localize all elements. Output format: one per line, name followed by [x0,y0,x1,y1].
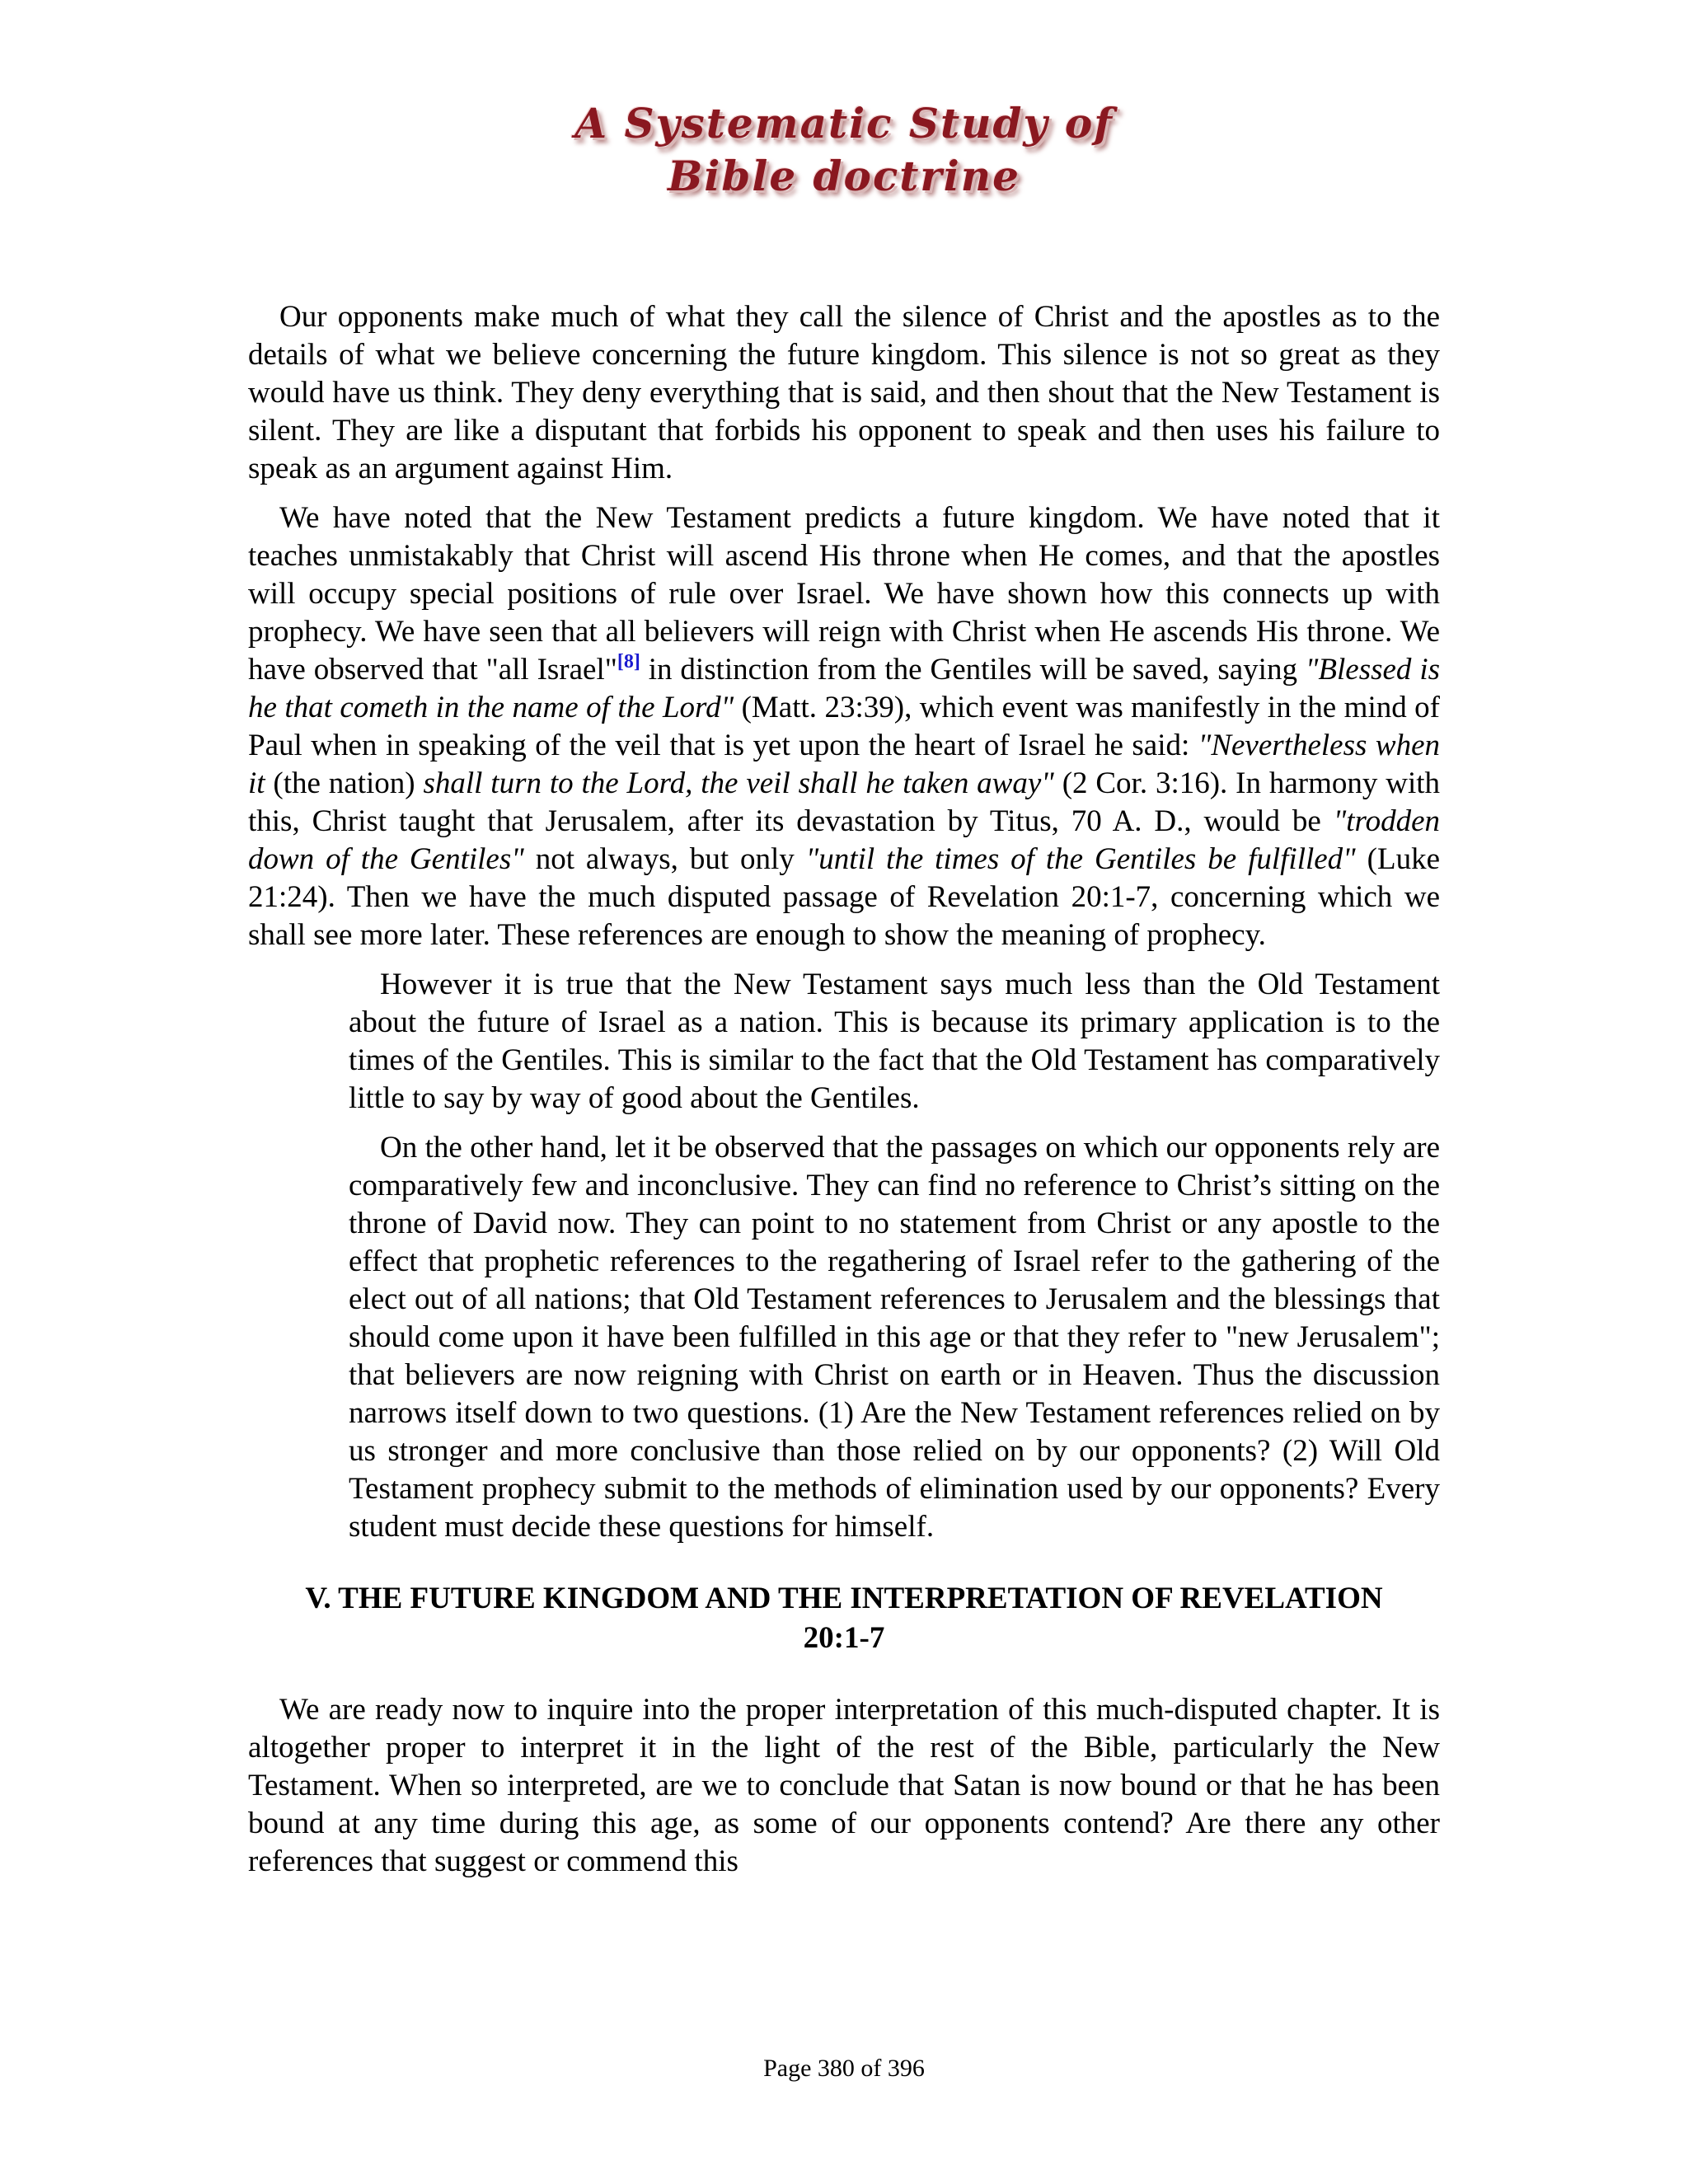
banner-title-line-1: A Systematic Study of [574,99,1114,148]
scripture-quote: "until the times of the Gentiles be fulfilled" [805,842,1356,876]
paragraph-text: (Matt. 23:39), which event was manifestly in the mind of Paul when in speaking of the veil that is yet upon the heart of Israel he said: [248,691,1440,762]
banner-title-line-2: Bible doctrine [668,152,1020,200]
section-heading-line-1: V. THE FUTURE KINGDOM AND THE INTERPRETATION OF REVELATION [305,1582,1383,1615]
footnote-link[interactable]: [8] [617,651,640,673]
section-heading [248,1579,1440,1658]
scripture-quote: shall turn to the Lord, the veil shall he taken away" [423,766,1054,800]
scripture-quote: "Nevertheless when it [248,729,1440,800]
paragraph-text: (2 Cor. 3:16). In harmony with this, Christ taught that Jerusalem, after its devastation by Titus, 70 A. D., would be [248,766,1440,838]
scripture-quote: "Blessed is he that cometh in the name of the Lord" [248,653,1440,724]
paragraph-silence-argument: Our opponents make much of what they call the silence of Christ and the apostles as to the details of what we believe concerning the future kingdom. This silence is not so great as they would have us think. They deny everything that is said, and then shout that the New Testament is silent. They are like a disputant that forbids his opponent to speak and then uses his failure to speak as an argument against Him. [248,300,1440,485]
title-banner [0,97,1688,203]
paragraph-old-testament-comparison: However it is true that the New Testament says much less than the Old Testament about the future of Israel as a nation. This is because its primary application is to the times of the Gentiles. This is similar to the fact that the Old Testament has comparatively little to say by way of good about the Gentiles. [349,968,1440,1115]
document-body [248,298,1440,1892]
paragraph-text: We have noted that the New Testament predicts a future kingdom. We have noted that it teaches unmistakably that Christ will ascend His throne when He comes, and that the apostles will occupy special positions of rule over Israel. We have shown how this connects up with prophecy. We have seen that all believers will reign with Christ when He ascends His throne. We have observed that "all Israel" [248,501,1440,687]
paragraph-opponents-passages: On the other hand, let it be observed that the passages on which our opponents rely are comparatively few and inconclusive. They can find no reference to Christ’s sitting on the throne of David now. They can point to no statement from Christ or any apostle to the effect that prophetic references to the regathering of Israel refer to the gathering of the elect out of all nations; that Old Testament references to Jerusalem and the blessings that should come upon it have been fulfilled in this age or that they refer to "new Jerusalem"; that believers are now reigning with Christ on earth or in Heaven. Thus the discussion narrows itself down to two questions. (1) Are the New Testament references relied on by us stronger and more conclusive than those relied on by our opponents? (2) Will Old Testament prophecy submit to the methods of elimination used by our opponents? Every student must decide these questions for himself. [349,1131,1440,1544]
scripture-quote: "trodden down of the Gentiles" [248,804,1440,876]
paragraph-text: not always, but only [523,842,806,876]
page-number: Page 380 of 396 [763,2055,925,2082]
paragraph-new-testament-predictions [248,499,1440,954]
paragraph-revelation-interpretation: We are ready now to inquire into the proper interpretation of this much-disputed chapter. It is altogether proper to interpret it in the light of the rest of the Bible, particularly the New Testament. When so interpreted, are we to conclude that Satan is now bound or that he has been bound at any time during this age, as some of our opponents contend? Are there any other references that suggest or commend this [248,1693,1440,1878]
paragraph-text: in distinction from the Gentiles will be saved, saying [640,653,1306,687]
paragraph-text: (the nation) [265,766,424,800]
paragraph-text: (Luke 21:24). Then we have the much disputed passage of Revelation 20:1-7, concerning which we shall see more later. These references are enough to show the meaning of prophecy. [248,842,1440,952]
section-heading-line-2: 20:1-7 [803,1621,885,1655]
